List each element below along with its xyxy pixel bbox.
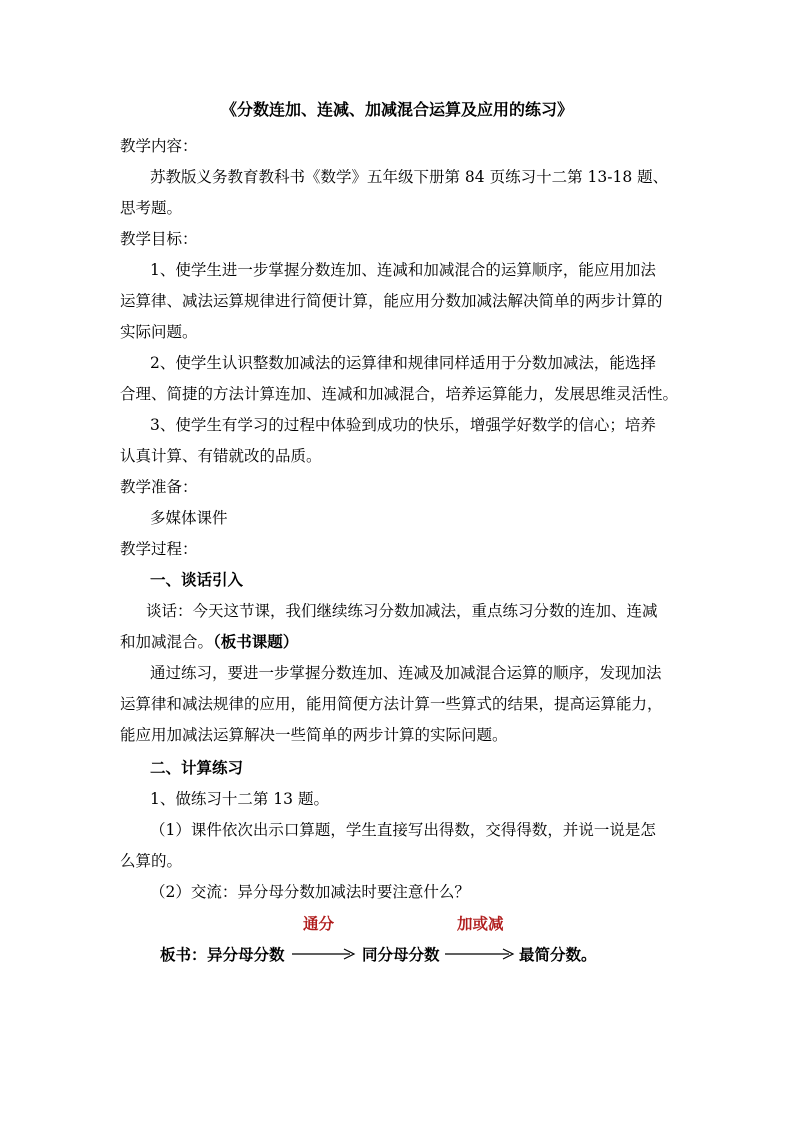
prep-text: 多媒体课件 <box>150 509 228 527</box>
exercise-line: （2）交流：异分母分数加减法时要注意什么？ <box>150 883 470 901</box>
board-step-3: 最简分数。 <box>519 945 597 964</box>
board-step-1: 异分母分数 <box>207 945 285 964</box>
content-text-line: 苏教版义务教育教科书《数学》五年级下册第 84 页练习十二第 13-18 题、 <box>150 168 669 186</box>
talk-line: 谈话：今天这节课，我们继续练习分数加减法，重点练习分数的连加、连减 <box>146 602 658 620</box>
goal-3-line: 认真计算、有错就改的品质。 <box>120 447 322 465</box>
arrow-icon <box>292 947 356 961</box>
goal-3-line: 3、使学生有学习的过程中体验到成功的快乐，增强学好数学的信心；培养 <box>150 416 656 434</box>
board-step-2: 同分母分数 <box>362 945 440 964</box>
goals-heading: 教学目标： <box>120 230 198 248</box>
paragraph-line: 运算律和减法规律的应用，能用简便方法计算一些算式的结果，提高运算能力， <box>120 695 663 713</box>
goal-1-line: 实际问题。 <box>120 323 198 341</box>
section-heading-calc: 二、计算练习 <box>150 758 244 777</box>
talk-text: 和加减混合。 <box>120 633 214 651</box>
content-heading: 教学内容： <box>120 137 198 155</box>
goal-2-line: 2、使学生认识整数加减法的运算律和规律同样适用于分数加减法，能选择 <box>150 354 656 372</box>
paragraph-line: 通过练习，要进一步掌握分数连加、连减及加减混合运算的顺序，发现加法 <box>150 664 662 682</box>
board-prefix: 板书： <box>160 945 207 964</box>
goal-2-line: 合理、简捷的方法计算连加、连减和加减混合，培养运算能力，发展思维灵活性。 <box>120 385 679 403</box>
page-title: 《分数连加、连减、加减混合运算及应用的练习》 <box>220 100 573 119</box>
arrow-icon <box>445 947 515 961</box>
exercise-line: 1、做练习十二第 13 题。 <box>150 790 329 808</box>
goal-1-line: 运算律、减法运算规律进行简便计算，能应用分数加减法解决简单的两步计算的 <box>120 292 663 310</box>
content-text-line: 思考题。 <box>120 199 183 217</box>
board-label-tongfen: 通分 <box>303 914 335 933</box>
section-heading-intro: 一、谈话引入 <box>150 570 244 589</box>
prep-heading: 教学准备： <box>120 478 198 496</box>
exercise-line: 么算的。 <box>120 852 183 870</box>
process-heading: 教学过程： <box>120 540 198 558</box>
talk-line <box>120 632 298 652</box>
board-title-note: （板书课题） <box>213 632 299 651</box>
goal-1-line: 1、使学生进一步掌握分数连加、连减和加减混合的运算顺序，能应用加法 <box>150 261 656 279</box>
paragraph-line: 能应用加减法运算解决一些简单的两步计算的实际问题。 <box>120 726 508 744</box>
exercise-line: （1）课件依次出示口算题，学生直接写出得数，交得得数，并说一说是怎 <box>150 821 656 839</box>
board-label-add-subtract: 加或减 <box>457 914 504 933</box>
